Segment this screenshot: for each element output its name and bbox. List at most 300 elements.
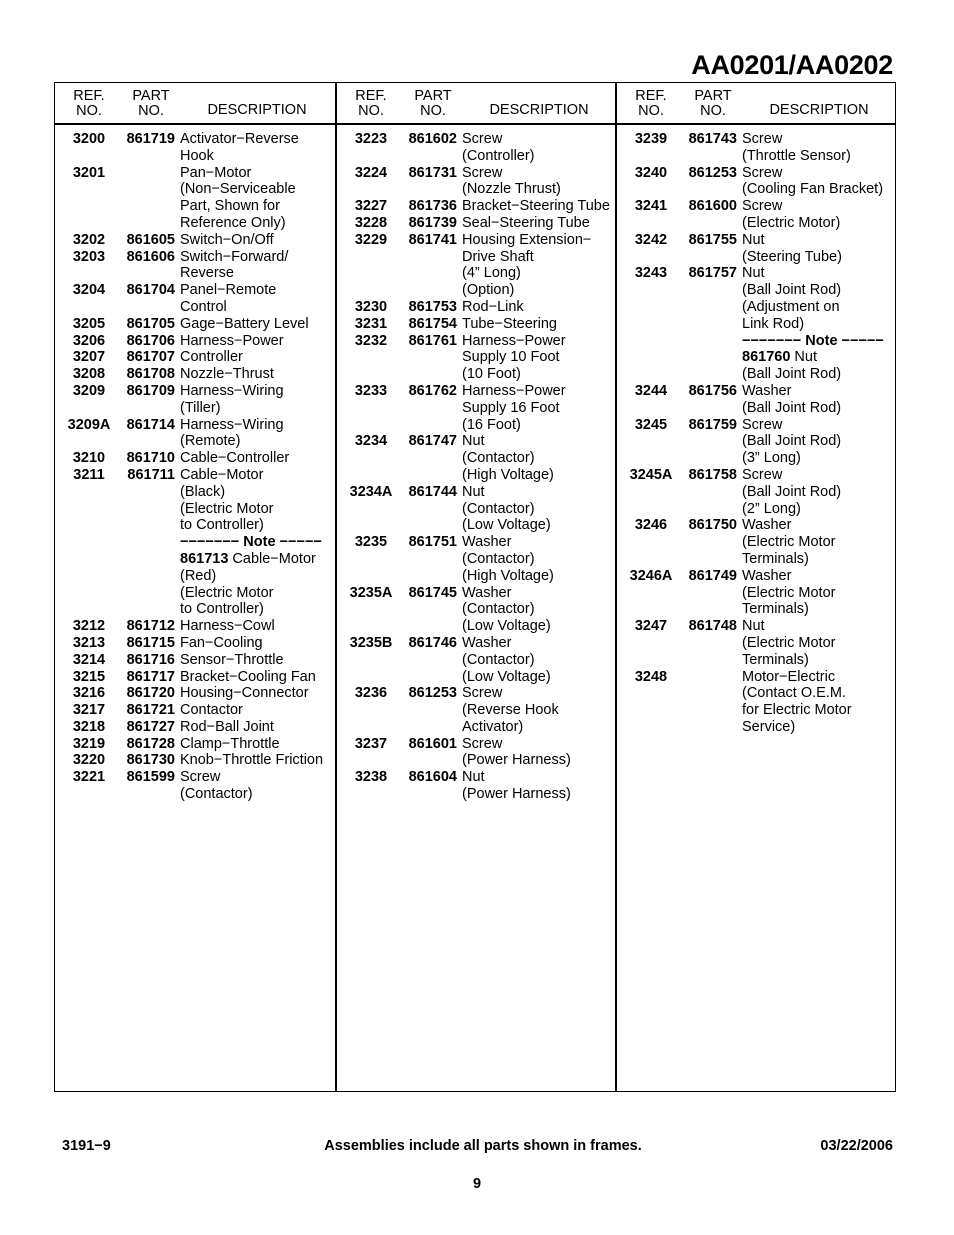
part-number: [405, 568, 461, 585]
part-description: Drive Shaft: [462, 248, 534, 265]
part-number: [405, 719, 461, 736]
part-description: Harness−Power: [180, 332, 284, 349]
column-header: [337, 83, 615, 125]
footer-note: Assemblies include all parts shown in frames.: [324, 1138, 642, 1154]
part-description: (Electric Motor: [742, 584, 836, 601]
part-description: (Low Voltage): [462, 668, 551, 685]
part-number: 861253: [408, 685, 457, 702]
header-part-line1: PART: [414, 88, 452, 104]
ref-number: [337, 719, 405, 736]
part-description: Control: [180, 298, 227, 315]
part-description: (High Voltage): [462, 567, 554, 584]
part-description: (16 Foot): [462, 416, 521, 433]
header-part-no: [405, 89, 461, 118]
part-description: (Tiller): [180, 399, 221, 416]
table-row: [337, 669, 615, 686]
ref-number: 3227: [354, 198, 388, 215]
table-row: [617, 181, 895, 198]
part-number: 861727: [126, 718, 175, 735]
ref-number: [617, 685, 685, 702]
part-number: 861602: [408, 131, 457, 147]
ref-number: 3235B: [349, 634, 393, 651]
ref-number: [617, 534, 685, 551]
part-number: [685, 400, 741, 417]
ref-number: 3210: [72, 450, 106, 467]
part-description: Nut: [462, 769, 485, 786]
part-description: [741, 349, 895, 366]
part-description: Terminals): [742, 651, 809, 668]
header-ref-line1: REF.: [635, 88, 667, 104]
part-description: Housing−Connector: [180, 685, 309, 702]
table-row: [617, 333, 895, 350]
table-row: [55, 198, 335, 215]
part-number: 861714: [126, 416, 175, 433]
ref-number: [617, 484, 685, 501]
part-number: [685, 484, 741, 501]
header-ref-no: [337, 89, 405, 118]
ref-number: [617, 551, 685, 568]
part-number: 861708: [126, 366, 175, 383]
ref-number: [617, 450, 685, 467]
part-number: [685, 585, 741, 602]
table-row: [617, 601, 895, 618]
part-description: Harness−Wiring: [180, 382, 284, 399]
part-description: [179, 534, 335, 551]
part-description: (3” Long): [742, 450, 801, 467]
ref-number: [337, 349, 405, 366]
ref-number: 3223: [354, 131, 388, 147]
part-description: Activator): [462, 718, 524, 735]
part-description: Cable−Controller: [180, 450, 290, 467]
part-number: [685, 333, 741, 350]
part-description: Clamp−Throttle: [180, 735, 280, 752]
part-description: Screw: [742, 131, 783, 147]
part-description: Nut: [742, 265, 765, 282]
table-row: [55, 669, 335, 686]
part-description: to Controller): [180, 517, 264, 534]
note-text: 861760: [742, 349, 791, 366]
table-row: [617, 702, 895, 719]
ref-number: 3235: [354, 534, 388, 551]
part-description: (Nozzle Thrust): [462, 181, 561, 198]
part-number: [685, 433, 741, 450]
part-description: (Steering Tube): [742, 248, 842, 265]
table-row: [617, 131, 895, 148]
table-row: [55, 299, 335, 316]
header-part-no: [685, 89, 741, 118]
table-row: [55, 450, 335, 467]
part-description: Link Rod): [742, 315, 805, 332]
ref-number: 3237: [354, 735, 388, 752]
ref-number: 3218: [72, 718, 106, 735]
table-row: [55, 752, 335, 769]
ref-number: 3204: [72, 282, 106, 299]
header-part-line2: NO.: [138, 102, 164, 119]
ref-number: [337, 601, 405, 618]
ref-number: [617, 601, 685, 618]
part-description: Fan−Cooling: [180, 634, 263, 651]
part-number: [123, 400, 179, 417]
ref-number: 3239: [634, 131, 668, 147]
part-description: (Electric Motor: [742, 534, 836, 551]
table-row: [617, 366, 895, 383]
part-number: [123, 517, 179, 534]
part-number: [405, 366, 461, 383]
part-number: [405, 450, 461, 467]
part-description: (Contact O.E.M.: [742, 685, 846, 702]
ref-number: [617, 652, 685, 669]
part-description: (Reverse Hook: [462, 702, 559, 719]
ref-number: [617, 181, 685, 198]
ref-number: [337, 249, 405, 266]
ref-number: [55, 534, 123, 551]
part-description: Washer: [462, 534, 512, 551]
part-number: 861761: [408, 332, 457, 349]
table-row: [55, 366, 335, 383]
part-number: 861762: [408, 382, 457, 399]
ref-number: 3209A: [67, 416, 111, 433]
ref-number: [337, 265, 405, 282]
part-description: Controller: [180, 349, 243, 366]
ref-number: 3246: [634, 517, 668, 534]
part-description: Supply 16 Foot: [462, 399, 560, 416]
part-number: [405, 417, 461, 434]
part-number: [405, 517, 461, 534]
part-description: Knob−Throttle Friction: [180, 752, 324, 769]
table-row: [337, 349, 615, 366]
part-description: (Electric Motor: [180, 500, 274, 517]
part-number: 861605: [126, 231, 175, 248]
part-description: (Contactor): [180, 786, 253, 803]
document-title: AA0201/AA0202: [691, 50, 893, 80]
table-row: [337, 400, 615, 417]
table-row: [617, 433, 895, 450]
part-description: (Adjustment on: [742, 298, 840, 315]
part-description: Nut: [462, 483, 485, 500]
part-number: [123, 484, 179, 501]
part-description: (High Voltage): [462, 466, 554, 483]
part-number: 861741: [408, 231, 457, 248]
ref-number: 3245A: [629, 466, 673, 483]
header-part-line1: PART: [694, 88, 732, 104]
table-row: [617, 165, 895, 182]
table-row: [55, 400, 335, 417]
table-row: [617, 551, 895, 568]
parts-rows: [55, 125, 335, 803]
part-number: 861715: [126, 634, 175, 651]
part-number: 861746: [408, 634, 457, 651]
ref-number: 3232: [354, 332, 388, 349]
ref-number: [55, 148, 123, 165]
table-row: [337, 517, 615, 534]
table-row: [337, 484, 615, 501]
part-number: [685, 366, 741, 383]
part-number: [123, 551, 179, 568]
table-row: [617, 316, 895, 333]
table-row: [337, 551, 615, 568]
ref-number: 3229: [354, 231, 388, 248]
parts-column-1: [55, 83, 335, 1091]
ref-number: [617, 585, 685, 602]
part-number: [405, 148, 461, 165]
ref-number: 3235A: [349, 584, 393, 601]
part-number: 861754: [408, 315, 457, 332]
part-number: 861756: [688, 382, 737, 399]
part-description: Motor−Electric: [742, 668, 836, 685]
part-description: Bracket−Cooling Fan: [180, 668, 316, 685]
ref-number: [337, 417, 405, 434]
table-row: [55, 601, 335, 618]
ref-number: 3203: [72, 248, 106, 265]
table-row: [55, 501, 335, 518]
ref-number: 3241: [634, 198, 668, 215]
ref-number: 3220: [72, 752, 106, 769]
table-row: [617, 265, 895, 282]
table-row: [55, 652, 335, 669]
table-row: [337, 501, 615, 518]
part-description: Washer: [742, 382, 792, 399]
part-number: [685, 669, 741, 686]
part-number: [685, 501, 741, 518]
part-number: 861600: [688, 198, 737, 215]
table-row: [337, 568, 615, 585]
part-number: [123, 786, 179, 803]
table-row: [617, 719, 895, 736]
table-row: [55, 181, 335, 198]
table-row: [55, 333, 335, 350]
ref-number: [337, 400, 405, 417]
table-row: [55, 383, 335, 400]
part-number: [405, 652, 461, 669]
table-row: [337, 198, 615, 215]
parts-column-2: [335, 83, 615, 1091]
part-description: Cable−Motor: [180, 466, 264, 483]
ref-number: [337, 702, 405, 719]
ref-number: [55, 400, 123, 417]
part-number: [123, 181, 179, 198]
ref-number: 3247: [634, 618, 668, 635]
part-number: 861749: [688, 567, 737, 584]
part-description: Screw: [462, 685, 503, 702]
table-row: [337, 534, 615, 551]
ref-number: [617, 333, 685, 350]
header-ref-line1: REF.: [355, 88, 387, 104]
part-number: [123, 299, 179, 316]
part-description: Screw: [462, 735, 503, 752]
table-row: [55, 719, 335, 736]
ref-number: 3224: [354, 164, 388, 181]
table-row: [337, 601, 615, 618]
part-number: [123, 265, 179, 282]
ref-number: [55, 299, 123, 316]
part-number: [685, 551, 741, 568]
header-ref-line2: NO.: [76, 102, 102, 119]
ref-number: [337, 752, 405, 769]
part-description: Seal−Steering Tube: [462, 214, 590, 231]
part-number: 861730: [126, 752, 175, 769]
table-row: [337, 786, 615, 803]
part-number: [123, 148, 179, 165]
table-row: [617, 635, 895, 652]
part-number: [685, 635, 741, 652]
ref-number: 3219: [72, 735, 106, 752]
table-row: [55, 517, 335, 534]
part-description: Switch−On/Off: [180, 231, 274, 248]
note-text: 861713: [180, 550, 229, 567]
part-number: 861747: [408, 433, 457, 450]
header-ref-line2: NO.: [638, 102, 664, 119]
part-description: (Electric Motor): [742, 214, 841, 231]
ref-number: 3202: [72, 231, 106, 248]
part-number: [405, 181, 461, 198]
table-row: [55, 249, 335, 266]
table-row: [55, 316, 335, 333]
header-description: DESCRIPTION: [207, 102, 307, 118]
part-description: Screw: [462, 164, 503, 181]
table-row: [337, 652, 615, 669]
part-description: Panel−Remote: [180, 282, 277, 299]
part-description: Pan−Motor: [180, 164, 252, 181]
ref-number: 3238: [354, 769, 388, 786]
part-number: [685, 299, 741, 316]
part-number: [685, 685, 741, 702]
part-description: Washer: [742, 517, 792, 534]
part-number: [685, 450, 741, 467]
part-description: Nut: [742, 618, 765, 635]
note-text: −−−−−−− Note −−−−−: [742, 332, 884, 349]
part-number: [405, 282, 461, 299]
ref-number: [55, 265, 123, 282]
ref-number: 3243: [634, 265, 668, 282]
parts-rows: [337, 125, 615, 803]
ref-number: [55, 198, 123, 215]
part-number: [685, 702, 741, 719]
table-row: [337, 249, 615, 266]
table-row: [617, 282, 895, 299]
table-row: [55, 417, 335, 434]
part-description: Hook: [180, 147, 214, 164]
ref-number: 3233: [354, 382, 388, 399]
table-row: [617, 501, 895, 518]
note-text: −−−−−−− Note −−−−−: [180, 534, 322, 551]
ref-number: [617, 148, 685, 165]
table-row: [337, 736, 615, 753]
part-description: Reverse: [180, 265, 234, 282]
part-description: (Low Voltage): [462, 517, 551, 534]
table-row: [55, 165, 335, 182]
ref-number: [617, 299, 685, 316]
header-ref-no: [55, 89, 123, 118]
table-row: [617, 299, 895, 316]
part-description: Tube−Steering: [462, 315, 557, 332]
part-description: (Ball Joint Rod): [742, 282, 842, 299]
part-description: Sensor−Throttle: [180, 651, 284, 668]
ref-number: 3230: [354, 298, 388, 315]
part-description: Nozzle−Thrust: [180, 366, 274, 383]
part-description: Rod−Link: [462, 298, 524, 315]
part-number: [123, 501, 179, 518]
ref-number: 3245: [634, 416, 668, 433]
part-description: Contactor: [180, 702, 243, 719]
part-description: (Ball Joint Rod): [742, 433, 842, 450]
part-number: [685, 652, 741, 669]
table-row: [337, 181, 615, 198]
table-row: [337, 148, 615, 165]
table-row: [337, 702, 615, 719]
note-description: Cable−Motor: [228, 550, 316, 567]
part-number: 861743: [688, 131, 737, 147]
table-row: [337, 752, 615, 769]
part-number: 861721: [126, 702, 175, 719]
part-number: [123, 601, 179, 618]
table-row: [55, 551, 335, 568]
footer-doc-number: 3191−9: [62, 1138, 111, 1154]
part-number: 861758: [688, 466, 737, 483]
column-header: [55, 83, 335, 125]
ref-number: 3234A: [349, 483, 393, 500]
table-row: [337, 467, 615, 484]
ref-number: [337, 551, 405, 568]
ref-number: [337, 282, 405, 299]
part-number: 861709: [126, 382, 175, 399]
ref-number: 3206: [72, 332, 106, 349]
ref-number: [55, 433, 123, 450]
table-row: [617, 618, 895, 635]
part-description: (Cooling Fan Bracket): [742, 181, 884, 198]
ref-number: [337, 618, 405, 635]
part-number: [123, 165, 179, 182]
table-row: [617, 585, 895, 602]
ref-number: [337, 148, 405, 165]
part-description: Harness−Wiring: [180, 416, 284, 433]
header-description: DESCRIPTION: [769, 102, 869, 118]
ref-number: 3208: [72, 366, 106, 383]
header-part-line1: PART: [132, 88, 170, 104]
part-number: [685, 282, 741, 299]
table-row: [337, 585, 615, 602]
parts-rows: [617, 125, 895, 736]
part-description: Screw: [742, 416, 783, 433]
ref-number: 3215: [72, 668, 106, 685]
part-description: Reference Only): [180, 214, 286, 231]
table-row: [617, 400, 895, 417]
ref-number: [617, 635, 685, 652]
part-number: 861744: [408, 483, 457, 500]
ref-number: [55, 568, 123, 585]
header-part-no: [123, 89, 179, 118]
ref-number: [617, 316, 685, 333]
table-row: [617, 467, 895, 484]
part-number: 861599: [126, 769, 175, 786]
ref-number: [55, 215, 123, 232]
part-description: Harness−Cowl: [180, 618, 275, 635]
ref-number: [337, 366, 405, 383]
table-row: [617, 534, 895, 551]
part-number: [685, 719, 741, 736]
header-part-line2: NO.: [420, 102, 446, 119]
ref-number: 3228: [354, 214, 388, 231]
header-ref-no: [617, 89, 685, 118]
table-row: [337, 383, 615, 400]
table-row: [337, 299, 615, 316]
table-row: [617, 148, 895, 165]
part-description: to Controller): [180, 601, 264, 618]
table-row: [55, 433, 335, 450]
table-row: [55, 786, 335, 803]
part-description: (Electric Motor: [180, 584, 274, 601]
part-number: 861751: [408, 534, 457, 551]
ref-number: [617, 433, 685, 450]
